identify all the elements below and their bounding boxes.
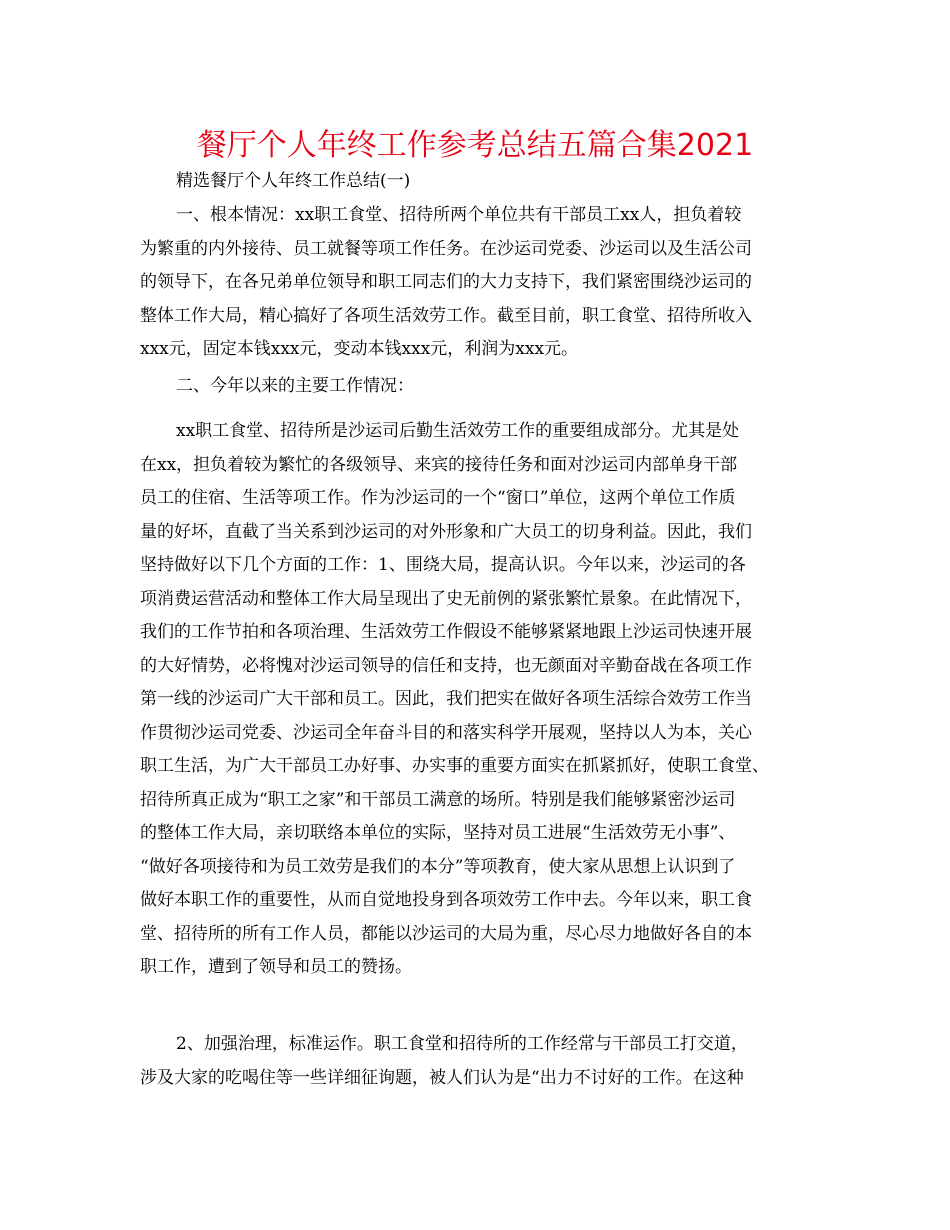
text-line: 职工生活，为广大干部员工办好事、办实事的重要方面实在抓紧抓好，使职工食堂、 — [140, 756, 769, 776]
text-line: 员工的住宿、生活等项工作。作为沙运司的一个“窗口”单位，这两个单位工作质 — [140, 488, 736, 508]
paragraph-management — [140, 1028, 830, 1095]
text-line: 涉及大家的吃喝住等一些详细征询题，被人们认为是“出力不讨好的工作。在这种 — [140, 1067, 744, 1088]
text-line: 做好本职工作的重要性，从而自觉地投身到各项效劳工作中去。今年以来，职工食 — [140, 890, 752, 910]
text-line: 二、今年以来的主要工作情况： — [176, 376, 414, 396]
text-line: 的领导下，在各兄弟单位领导和职工同志们的大力支持下，我们紧密围绕沙运司的 — [140, 272, 752, 292]
text-line: 作贯彻沙运司党委、沙运司全年奋斗目的和落实科学开展观，坚持以人为本，关心 — [140, 722, 752, 743]
text-line: 在xx，担负着较为繁忙的各级领导、来宾的接待任务和面对沙运司内部单身干部 — [140, 454, 738, 475]
text-line: 我们的工作节拍和各项治理、生活效劳工作假设不能够紧紧地跟上沙运司快速开展 — [140, 622, 752, 642]
text-line: 整体工作大局，精心搞好了各项生活效劳工作。截至目前，职工食堂、招待所收入 — [140, 305, 752, 326]
text-line: 项消费运营活动和整体工作大局呈现出了史无前例的紧张繁忙景象。在此情况下， — [140, 588, 752, 609]
text-line: 量的好坏，直截了当关系到沙运司的对外形象和广大员工的切身利益。因此，我们 — [140, 521, 752, 542]
text-line: 坚持做好以下几个方面的工作：1、围绕大局，提高认识。今年以来，沙运司的各 — [140, 555, 746, 575]
text-line: 为繁重的内外接待、员工就餐等项工作任务。在沙运司党委、沙运司以及生活公司 — [140, 238, 752, 259]
paragraph-basic-situation — [140, 199, 830, 367]
text-line: xx职工食堂、招待所是沙运司后勤生活效劳工作的重要组成部分。尤其是处 — [176, 421, 740, 441]
text-line: 第一线的沙运司广大干部和员工。因此，我们把实在做好各项生活综合效劳工作当 — [140, 689, 752, 709]
text-line: 职工作，遭到了领导和员工的赞扬。 — [140, 957, 412, 977]
document-title: 餐厅个人年终工作参考总结五篇合集2021 — [196, 128, 754, 163]
paragraph-section-heading — [140, 370, 830, 404]
text-line: 一、根本情况：xx职工食堂、招待所两个单位共有干部员工xx人，担负着较 — [176, 205, 742, 225]
paragraph-main-work — [140, 415, 830, 985]
text-line: 的大好情势，必将愧对沙运司领导的信任和支持，也无颜面对辛勤奋战在各项工作 — [140, 655, 752, 676]
text-line: 2、加强治理，标准运作。职工食堂和招待所的工作经常与干部员工打交道， — [176, 1034, 748, 1054]
text-line: 堂、招待所的所有工作人员，都能以沙运司的大局为重，尽心尽力地做好各自的本 — [140, 923, 752, 944]
text-line: “做好各项接待和为员工效劳是我们的本分”等项教育，使大家从思想上认识到了 — [140, 856, 736, 877]
document-subtitle: 精选餐厅个人年终工作总结(一) — [176, 171, 411, 191]
text-line: 招待所真正成为“职工之家”和干部员工满意的场所。特别是我们能够紧密沙运司 — [140, 789, 736, 810]
text-line: 的整体工作大局，亲切联络本单位的实际，坚持对员工进展“生活效劳无小事”、 — [140, 823, 736, 843]
text-line: xxx元，固定本钱xxx元，变动本钱xxx元，利润为xxx元。 — [140, 339, 579, 359]
